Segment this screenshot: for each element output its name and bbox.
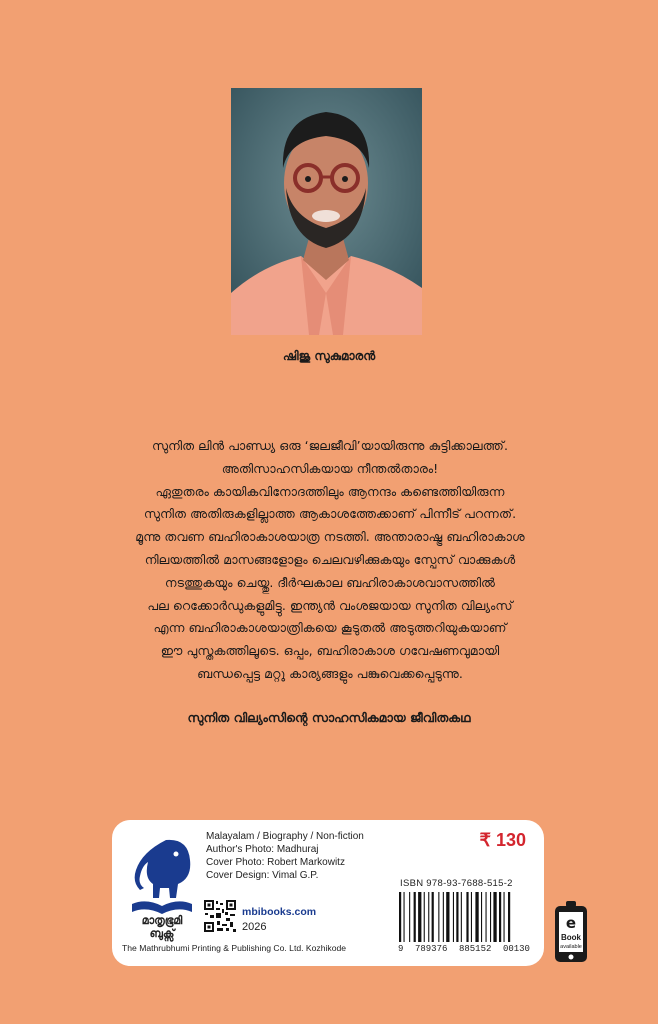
price-label: ₹ 130	[479, 830, 526, 850]
barcode-bar	[414, 892, 416, 942]
publisher-info-card	[112, 820, 544, 966]
author-photo	[231, 88, 422, 335]
barcode-bar	[446, 892, 449, 942]
publication-year: 2026	[242, 921, 267, 933]
isbn-digit-group: 9	[398, 944, 404, 954]
book-details-line: Cover Photo: Robert Markowitz	[206, 857, 345, 868]
barcode-bar	[438, 892, 439, 942]
book-details-line: Malayalam / Biography / Non-fiction	[206, 831, 364, 842]
blurb-line: ഏതുതരം കായികവിനോദത്തിലും ആനന്ദം കണ്ടെത്തിയിരുന്ന	[155, 483, 505, 499]
barcode-bar	[404, 892, 405, 942]
barcode-bar	[456, 892, 458, 942]
ebook-badge-letter: e	[565, 914, 577, 932]
blurb-line: നിലയത്തിൽ മാസങ്ങളോളം ചെലവഴിക്കുകയും സ്പേസ് വാക്കുകൾ	[144, 551, 516, 567]
publisher-name	[122, 914, 202, 940]
publisher-imprint: The Mathrubhumi Printing & Publishing Co. Ltd. Kozhikode	[122, 943, 347, 953]
barcode-bar	[508, 892, 510, 942]
blurb-line: സുനിത അതിരുകളില്ലാത്ത ആകാശത്തേക്കാണ് പിന്നീട് പറന്നത്.	[143, 506, 517, 522]
blurb-line: എന്ന ബഹിരാകാശയാത്രികയെ കൂടുതൽ അടുത്തറിയുകയാണ്	[153, 620, 507, 636]
barcode-bar	[471, 892, 472, 942]
isbn-digit-group: 00130	[502, 944, 530, 954]
book-details-line: Cover Design: Vimal G.P.	[206, 870, 319, 881]
blurb-line: ഈ പുസ്തകത്തിലൂടെ. ഒപ്പം, ബഹിരാകാശ ഗവേഷണവുമായി	[160, 643, 500, 659]
barcode-bar	[432, 892, 434, 942]
blurb-line: സുനിത ലിൻ പാണ്ഡ്യ ഒരു ‘ജലജീവി’യായിരുന്നു കുട്ടിക്കാലത്ത്.	[152, 438, 508, 453]
blurb-line: ബന്ധപ്പെട്ട മറ്റു കാര്യങ്ങളും പങ്കുവെക്കപ്പെടുന്നു.	[197, 665, 463, 681]
ebook-badge-line1: Book	[561, 933, 581, 942]
barcode-bar	[409, 892, 410, 942]
barcode-bar	[424, 892, 425, 942]
barcode-bar	[504, 892, 505, 942]
publisher-website: mbibooks.com	[242, 906, 317, 918]
publisher-name-line1: മാതൃഭൂമി	[141, 914, 183, 927]
barcode-bar	[490, 892, 491, 942]
book-details-line: Author's Photo: Madhuraj	[206, 844, 319, 855]
publisher-elephant-logo-icon	[126, 832, 198, 920]
barcode-bar	[428, 892, 429, 942]
barcode-bar	[493, 892, 496, 942]
isbn-digit-group: 789376	[414, 944, 448, 954]
publisher-name-line2: ബുക്സ്	[149, 927, 175, 940]
isbn-digit-group: 885152	[458, 944, 492, 954]
qr-code-icon	[204, 900, 236, 932]
blurb-line: പല റെക്കോർഡുകളുമിട്ടു. ഇന്ത്യൻ വംശജയായ സുനിത വില്യംസ്	[147, 597, 513, 613]
blurb-line: നടത്തുകയും ചെയ്തു. ദീർഘകാല ബഹിരാകാശവാസത്തിൽ	[164, 574, 496, 590]
barcode-bar	[443, 892, 444, 942]
barcode-bar	[466, 892, 468, 942]
author-portrait-image	[231, 88, 422, 335]
barcode-bar	[475, 892, 478, 942]
barcode-bar	[418, 892, 421, 942]
book-details	[206, 830, 364, 882]
blurb-line: അതിസാഹസികയായ നീന്തൽതാരം!	[221, 460, 439, 476]
isbn-label: ISBN 978-93-7688-515-2	[400, 878, 513, 889]
barcode-image	[398, 892, 530, 942]
barcode-bar	[486, 892, 487, 942]
barcode-bar	[499, 892, 501, 942]
barcode-bar	[453, 892, 454, 942]
ebook-available-badge-icon	[553, 900, 589, 964]
book-tagline: സുനിത വില്യംസിന്റെ സാഹസികമായ ജീവിതകഥ	[187, 710, 471, 725]
barcode-bar	[481, 892, 482, 942]
blurb-line: മൂന്നു തവണ ബഹിരാകാശയാത്ര നടത്തി. അന്താരാഷ്ട്ര ബഹിരാകാശ	[135, 529, 525, 545]
back-cover-blurb	[70, 435, 590, 686]
author-name: ഷിജു സുകുമാരൻ	[282, 349, 376, 363]
barcode-bar	[399, 892, 401, 942]
barcode-bar	[461, 892, 462, 942]
isbn-digits	[398, 944, 530, 954]
ebook-badge-line2: available	[560, 944, 582, 950]
